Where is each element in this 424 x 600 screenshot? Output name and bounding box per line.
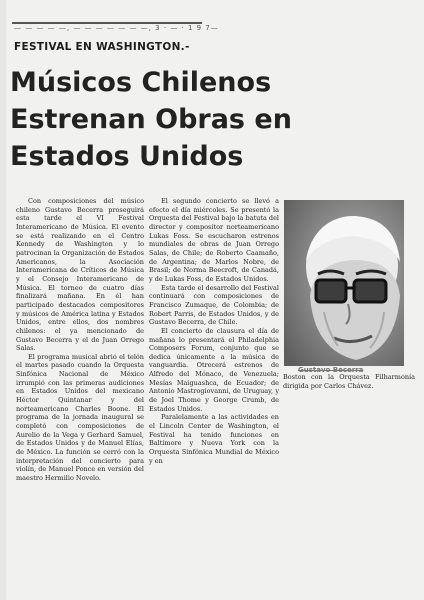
paper-edge	[0, 0, 6, 600]
paragraph: El programa musical abrió el telón el martes pasado cuando la Orquesta Sinfónica Nacional de México irrumpió con las primeras audiciones en Estados Unidos del mexicano Héctor Quintanar y del norteamericano Charles Boone. El programa de la jornada inaugural se completó con composiciones de Aurelio de la Vega y Gerhard Samuel, de Estados Unidos y de Manuel Elías, de México. La función se cerró con la interpretación del concierto para violín, de Manuel Ponce en versión del maestro Hermilio Novelo.	[16, 352, 144, 482]
dateline: — — — — —, — — — — — — —, 3 · — · 1 9 7—	[14, 24, 219, 32]
headline-line-2: Estrenan Obras en	[10, 104, 292, 135]
portrait-photo	[284, 200, 404, 366]
paragraph: Esta tarde el desarrollo del Festival continuará con composiciones de Francisco Zumaque, de Colombia; de Robert Parris, de Estados Unidos, y de Gustavo Becerra, de Chile.	[149, 283, 279, 327]
paragraph: El segundo concierto se llevó a efecto el día miércoles. Se presentó la Orquesta del Festival bajo la batuta del director y compositor norteamericano Lukas Foss. Se escucharon estrenos mundiales de obras de Juan Orrego Salas, de Chile; de Roberto Caamaño, de Argentina; de Marlos Nobre, de Brasil; de Norma Beecroft, de Canadá, y de Lukas Foss, de Estados Unidos.	[149, 197, 279, 283]
section-kicker: FESTIVAL EN WASHINGTON.-	[14, 41, 190, 53]
photo-caption-name: Gustavo Becerra	[298, 366, 364, 374]
article-column-1	[16, 197, 144, 483]
headline	[10, 64, 420, 175]
article-column-2	[149, 197, 279, 465]
paragraph: Paralelamente a las actividades en el Lincoln Center de Washington, el Festival ha tenido funciones en Baltimore y Nueva York con la Orquesta Sinfónica Mundial de México y en	[149, 413, 279, 465]
article-column-3	[283, 373, 415, 390]
headline-line-3: Estados Unidos	[10, 141, 244, 172]
paragraph: Con composiciones del músico chileno Gustavo Becerra proseguirá esta tarde el VI Festival Interamericano de Música. El evento se está realizando en el Centro Kennedy de Washington y lo patrocinan la Organización de Estados Americanos, la Asociación Interamericana de Críticos de Música y el Consejo Interamericano de Música. El torneo de cuatro días finalizará mañana. En él han participado destacados compositores y músicos de América latina y Estados Unidos, entre ellos, dos nombres chilenos: el ya mencionado de Gustavo Becerra y el de Juan Orrego Salas.	[16, 197, 144, 353]
portrait-illustration	[284, 200, 404, 366]
paragraph: Boston con la Orquesta Filharmonía dirigida por Carlos Chávez.	[283, 373, 415, 390]
headline-line-1: Músicos Chilenos	[10, 67, 272, 98]
paragraph: El concierto de clausura el día de mañana lo presentará el Philadelphia Composers Forum, conjunto que se dedica únicamente a la música de vanguardia. Otrecerá estrenos de Alfredo del Mónaco, de Venezuela; Mesías Maiguashca, de Ecuador; de Antonio Mastrogiovanni, de Uruguay, y de Joel Thome y George Crumb, de Estados Unidos.	[149, 326, 279, 413]
